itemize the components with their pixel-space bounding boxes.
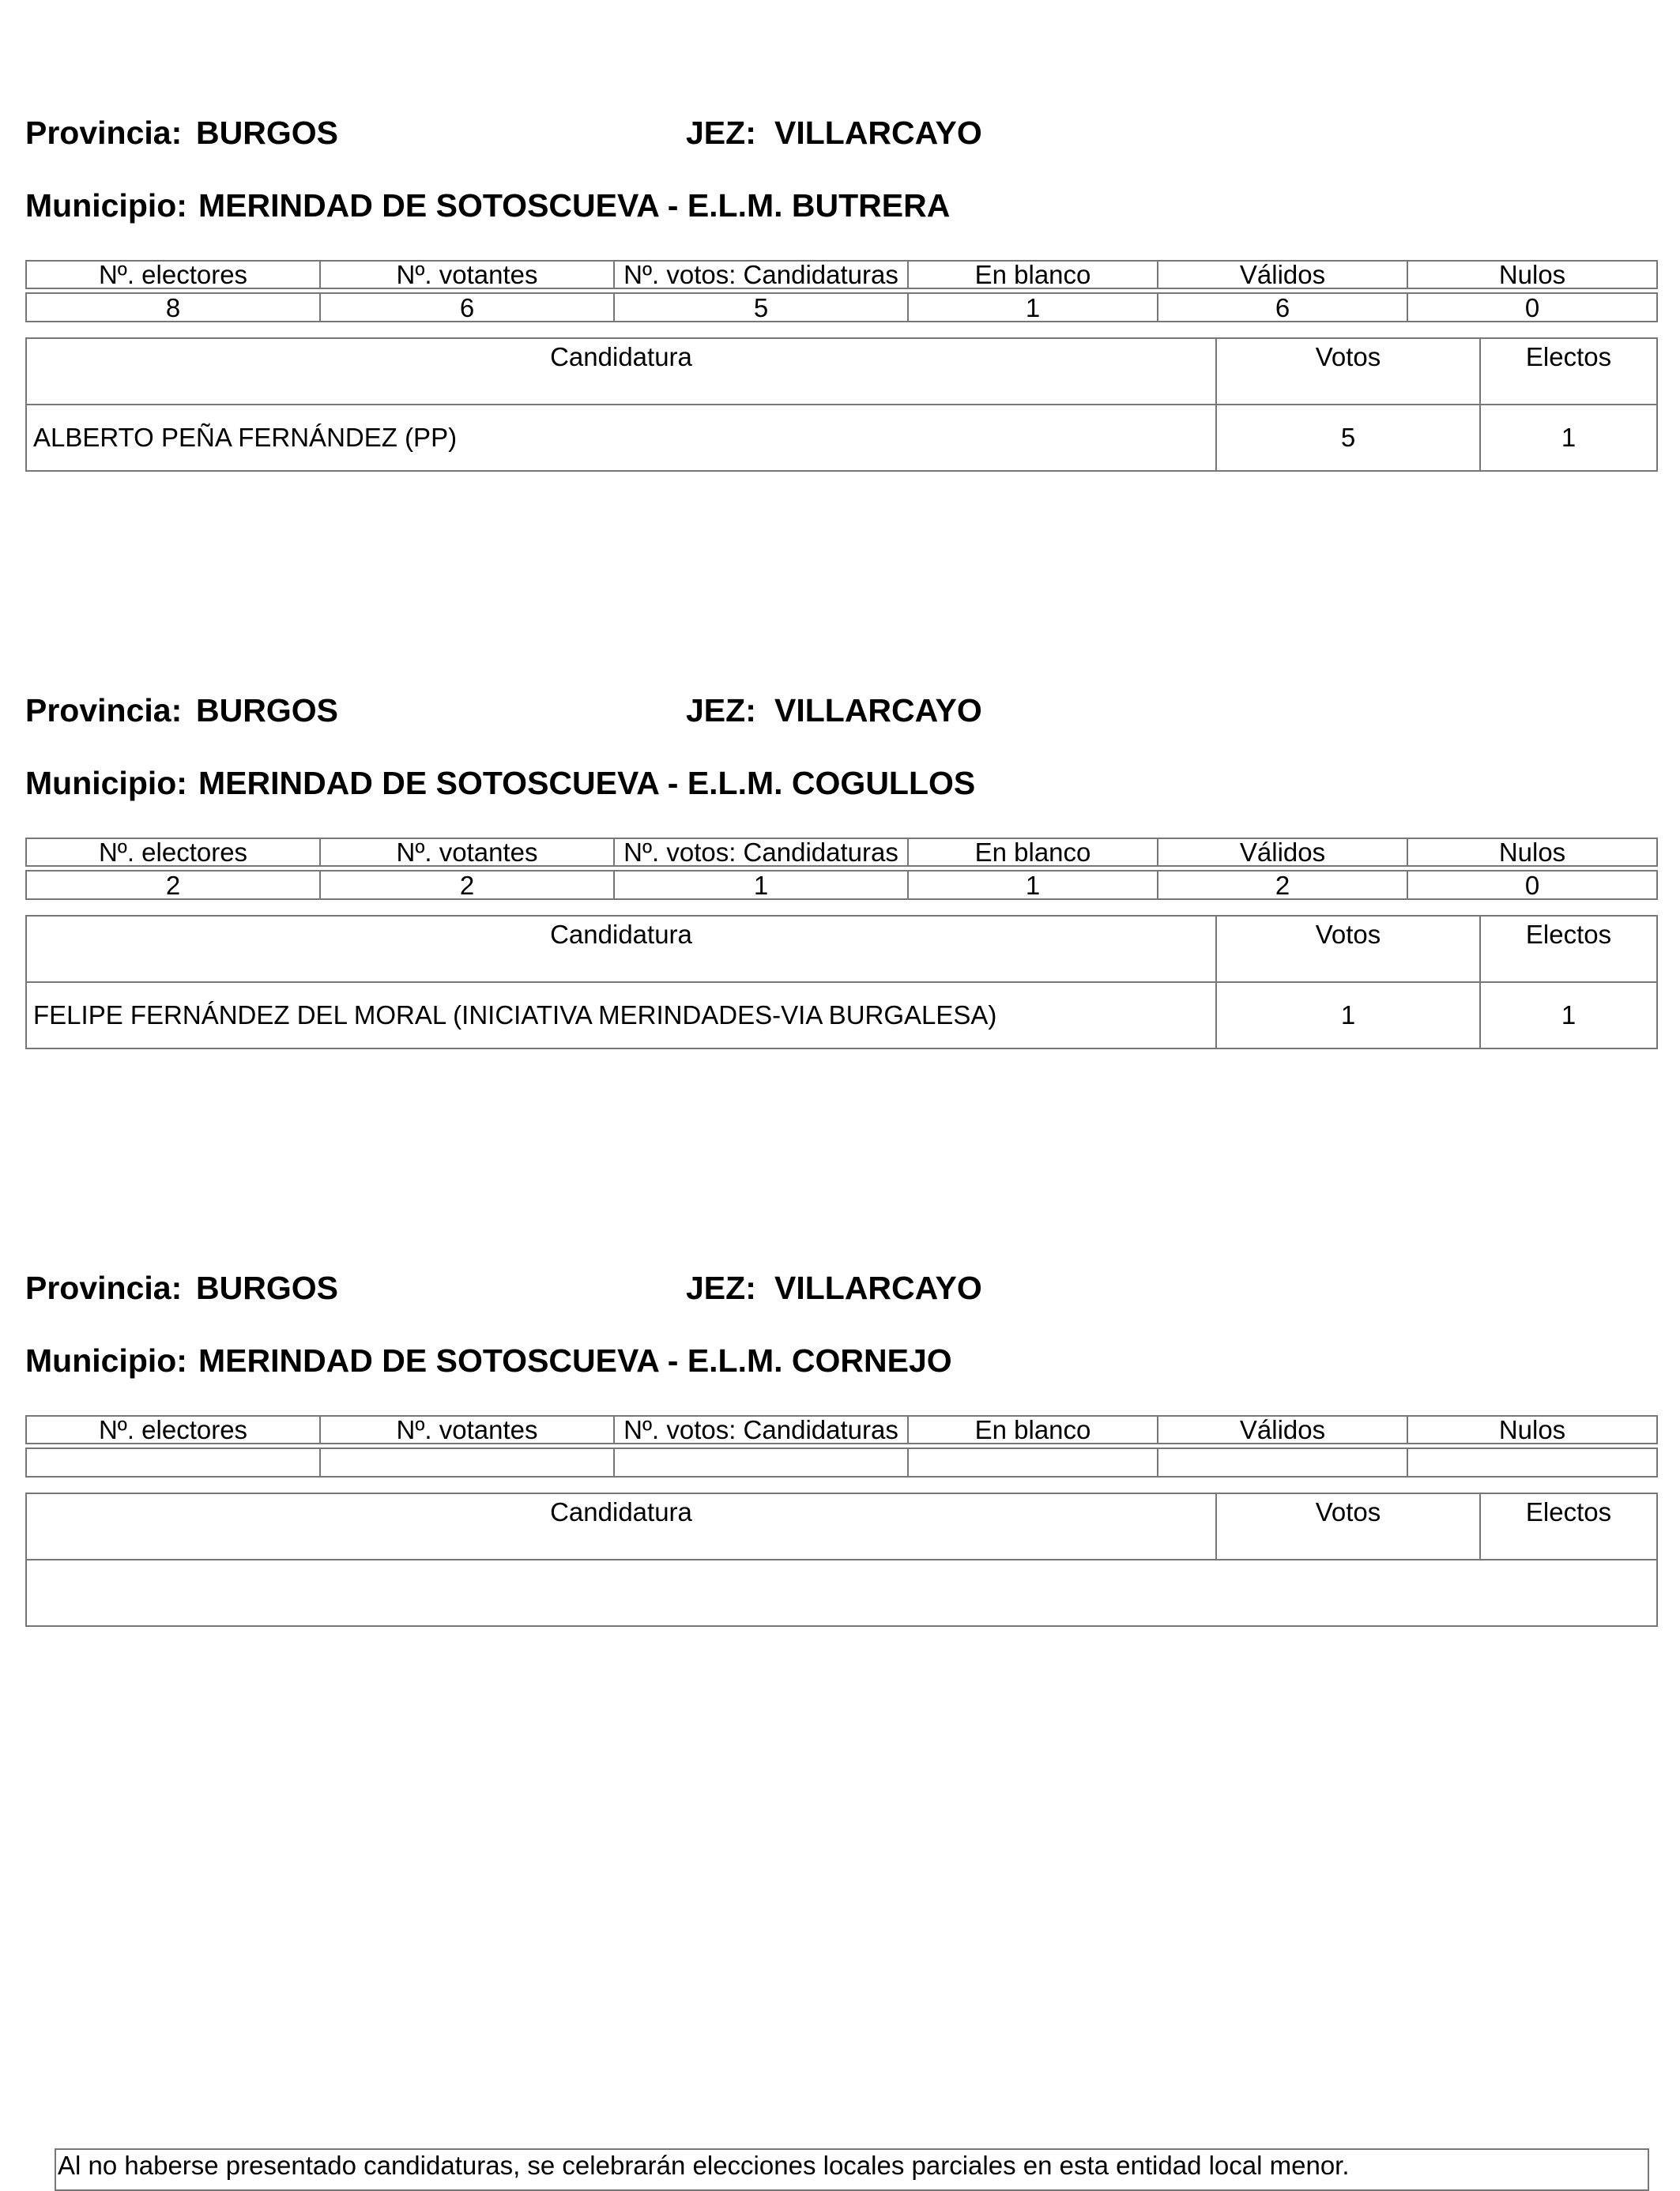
stats-header: Nº. electores — [26, 838, 320, 866]
stats-header: Nº. votos: Candidaturas — [614, 261, 908, 288]
candidatura-header: Candidatura — [26, 916, 1216, 982]
jez-value: VILLARCAYO — [774, 115, 982, 151]
stats-header: Nº. votantes — [320, 261, 614, 288]
jez-label: JEZ: — [686, 692, 756, 728]
stats-table — [25, 838, 1658, 900]
candidates-table — [25, 337, 1658, 472]
candidate-electos: 1 — [1480, 405, 1657, 471]
stats-value: 2 — [1158, 871, 1407, 899]
stats-value: 6 — [320, 293, 614, 322]
candidates-table — [25, 1493, 1658, 1627]
jez-value: VILLARCAYO — [774, 692, 982, 728]
provincia-value: BURGOS — [196, 115, 338, 151]
section-cornejo — [25, 1270, 1656, 2180]
provincia-label: Provincia: — [25, 692, 183, 728]
municipio-value: MERINDAD DE SOTOSCUEVA - E.L.M. CORNEJO — [198, 1342, 952, 1379]
section-butrera — [25, 115, 1656, 452]
candidate-row — [26, 405, 1657, 471]
header-row — [25, 115, 1656, 154]
stats-value — [1407, 1448, 1657, 1477]
stats-header-row — [26, 838, 1657, 866]
stats-header: Válidos — [1158, 1416, 1407, 1444]
stats-header: En blanco — [908, 261, 1158, 288]
municipio-heading — [25, 1342, 952, 1380]
stats-value: 6 — [1158, 293, 1407, 322]
jez-label: JEZ: — [686, 115, 756, 151]
stats-header: Nulos — [1407, 1416, 1657, 1444]
stats-header: Válidos — [1158, 261, 1407, 288]
stats-value-row — [26, 1448, 1657, 1477]
stats-header: En blanco — [908, 1416, 1158, 1444]
stats-header: Nº. votantes — [320, 838, 614, 866]
provincia-label: Provincia: — [25, 115, 183, 151]
stats-value: 2 — [26, 871, 320, 899]
provincia-value: BURGOS — [196, 1270, 338, 1306]
municipio-label: Municipio: — [25, 765, 187, 801]
candidates-header-row — [26, 916, 1657, 982]
votos-header: Votos — [1216, 916, 1480, 982]
stats-value: 2 — [320, 871, 614, 899]
stats-header: Nulos — [1407, 261, 1657, 288]
stats-header: Nº. electores — [26, 1416, 320, 1444]
municipio-label: Municipio: — [25, 1342, 187, 1379]
stats-value — [1158, 1448, 1407, 1477]
provincia-label: Provincia: — [25, 1270, 183, 1306]
electos-header: Electos — [1480, 916, 1657, 982]
candidate-votos: 5 — [1216, 405, 1480, 471]
votos-header: Votos — [1216, 338, 1480, 405]
candidate-row — [26, 1560, 1657, 1626]
provincia-value: BURGOS — [196, 692, 338, 728]
stats-value: 0 — [1407, 871, 1657, 899]
stats-header: Nº. votantes — [320, 1416, 614, 1444]
votos-header: Votos — [1216, 1493, 1480, 1560]
stats-table — [25, 260, 1658, 322]
stats-value — [320, 1448, 614, 1477]
electos-header: Electos — [1480, 338, 1657, 405]
stats-value: 8 — [26, 293, 320, 322]
candidate-name — [26, 1560, 1657, 1626]
stats-header: En blanco — [908, 838, 1158, 866]
stats-value-row — [26, 293, 1657, 322]
jez-label: JEZ: — [686, 1270, 756, 1306]
municipio-heading — [25, 765, 975, 802]
electos-header: Electos — [1480, 1493, 1657, 1560]
candidatura-header: Candidatura — [26, 338, 1216, 405]
candidatura-header: Candidatura — [26, 1493, 1216, 1560]
stats-value-row — [26, 871, 1657, 899]
municipio-label: Municipio: — [25, 187, 187, 224]
stats-header: Nº. votos: Candidaturas — [614, 1416, 908, 1444]
candidate-electos: 1 — [1480, 982, 1657, 1048]
candidates-header-row — [26, 338, 1657, 405]
stats-value: 5 — [614, 293, 908, 322]
stats-header-row — [26, 1416, 1657, 1444]
candidate-name: ALBERTO PEÑA FERNÁNDEZ (PP) — [26, 405, 1216, 471]
no-candidates-note: Al no haberse presentado candidaturas, se celebrarán elecciones locales parciales en esta entidad local menor. — [55, 2148, 1649, 2191]
header-row — [25, 692, 1656, 732]
municipio-value: MERINDAD DE SOTOSCUEVA - E.L.M. COGULLOS — [198, 765, 976, 801]
stats-table — [25, 1415, 1658, 1478]
stats-header: Nº. electores — [26, 261, 320, 288]
candidate-name: FELIPE FERNÁNDEZ DEL MORAL (INICIATIVA MERINDADES-VIA BURGALESA) — [26, 982, 1216, 1048]
municipio-value: MERINDAD DE SOTOSCUEVA - E.L.M. BUTRERA — [198, 187, 951, 224]
candidates-header-row — [26, 1493, 1657, 1560]
jez-value: VILLARCAYO — [774, 1270, 982, 1306]
municipio-heading — [25, 187, 950, 224]
stats-header: Nulos — [1407, 838, 1657, 866]
stats-value: 0 — [1407, 293, 1657, 322]
stats-value — [26, 1448, 320, 1477]
candidates-table — [25, 915, 1658, 1049]
stats-header-row — [26, 261, 1657, 288]
stats-header: Válidos — [1158, 838, 1407, 866]
stats-value: 1 — [614, 871, 908, 899]
header-row — [25, 1270, 1656, 1309]
stats-value: 1 — [908, 871, 1158, 899]
candidate-votos: 1 — [1216, 982, 1480, 1048]
candidate-row — [26, 982, 1657, 1048]
section-cogullos — [25, 692, 1656, 1030]
stats-header: Nº. votos: Candidaturas — [614, 838, 908, 866]
stats-value — [908, 1448, 1158, 1477]
stats-value: 1 — [908, 293, 1158, 322]
stats-value — [614, 1448, 908, 1477]
